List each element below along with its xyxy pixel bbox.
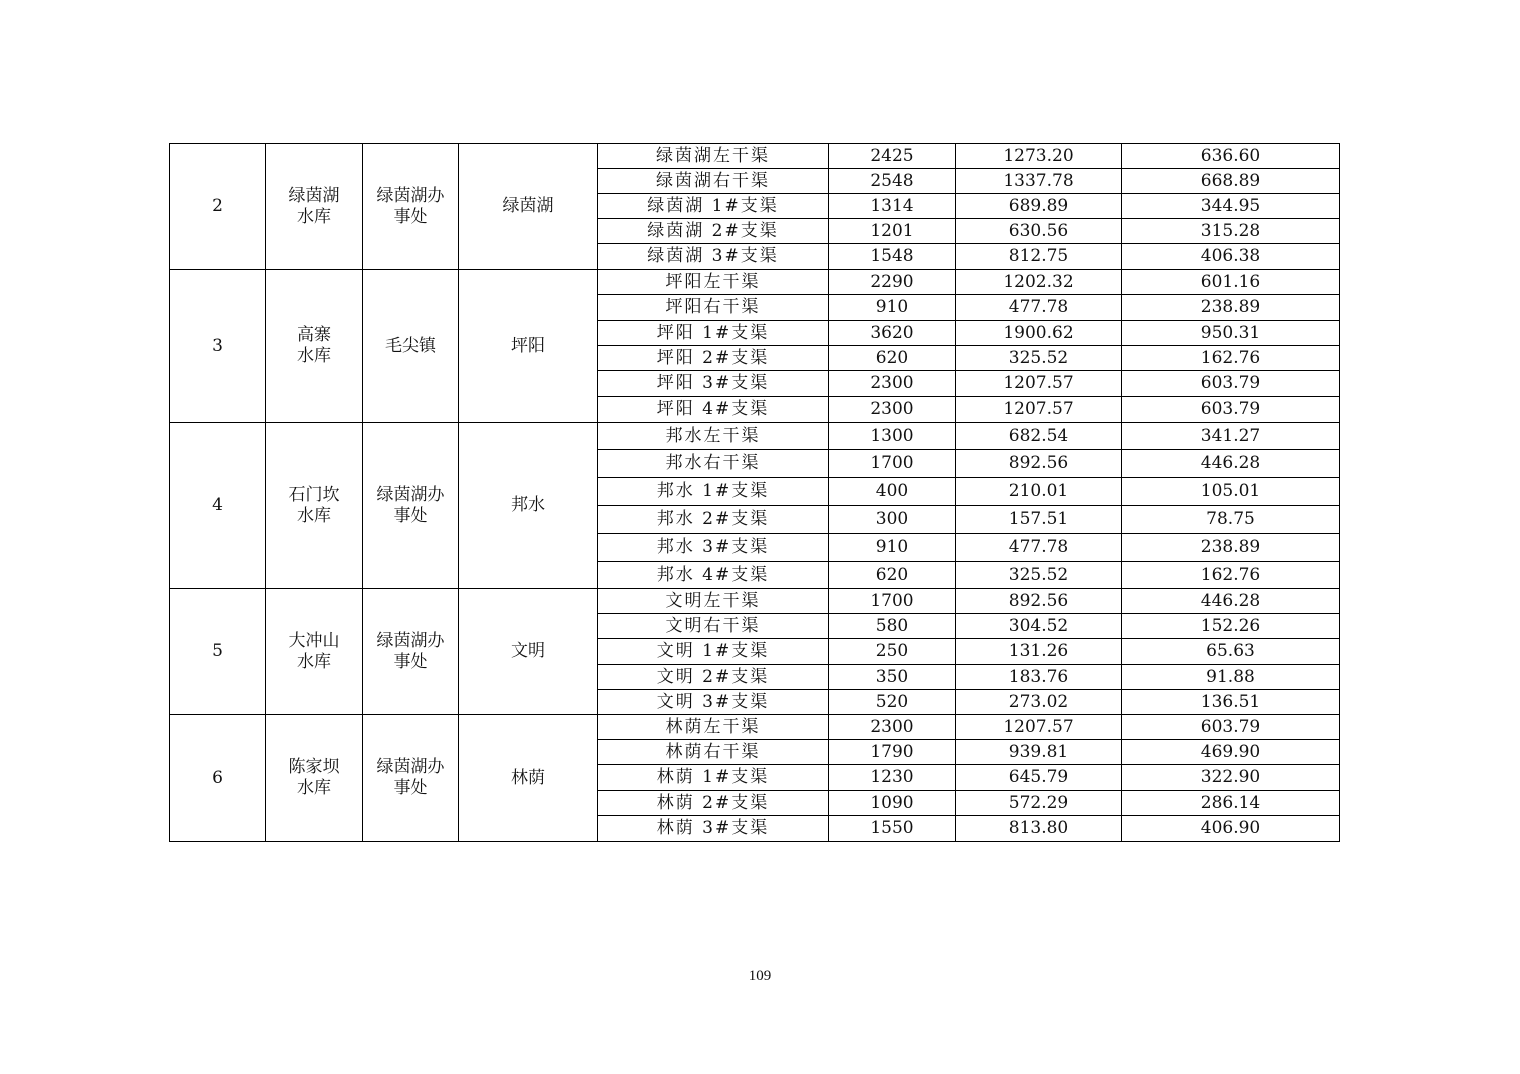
subvalue-cell: 322.90 [1122, 765, 1340, 791]
canal-name-cell: 文明右干渠 [598, 614, 829, 639]
canal-name-cell: 邦水 4#支渠 [598, 562, 829, 589]
canal-name-cell: 邦水左干渠 [598, 423, 829, 450]
length-cell: 1700 [829, 450, 956, 478]
value-cell: 1207.57 [956, 397, 1122, 423]
subvalue-cell: 78.75 [1122, 506, 1340, 534]
value-cell: 1207.57 [956, 715, 1122, 740]
area-cell: 林荫 [459, 715, 598, 842]
canal-name-cell: 林荫 3#支渠 [598, 816, 829, 842]
length-cell: 620 [829, 346, 956, 371]
reservoir-text-line: 水库 [297, 505, 331, 526]
table-row [170, 144, 1340, 169]
table-row [170, 270, 1340, 295]
reservoir-text-line: 水库 [297, 651, 331, 672]
value-cell: 157.51 [956, 506, 1122, 534]
table-row [170, 715, 1340, 740]
unit-text-line: 事处 [393, 778, 428, 798]
unit-text-line: 毛尖镇 [385, 335, 436, 356]
unit-text-line: 绿茵湖办 [376, 185, 445, 206]
subvalue-cell: 91.88 [1122, 665, 1340, 690]
value-cell: 210.01 [956, 478, 1122, 506]
reservoir-text-line: 石门坎 [288, 484, 340, 505]
value-cell: 892.56 [956, 450, 1122, 478]
subvalue-cell: 406.90 [1122, 816, 1340, 842]
subvalue-cell: 105.01 [1122, 478, 1340, 506]
subvalue-cell: 238.89 [1122, 534, 1340, 562]
value-cell: 273.02 [956, 690, 1122, 715]
unit-cell [363, 589, 459, 715]
value-cell: 812.75 [956, 244, 1122, 270]
subvalue-cell: 136.51 [1122, 690, 1340, 715]
subvalue-cell: 162.76 [1122, 346, 1340, 371]
length-cell: 2300 [829, 371, 956, 397]
length-cell: 520 [829, 690, 956, 715]
unit-cell [363, 144, 459, 270]
value-cell: 325.52 [956, 346, 1122, 371]
subvalue-cell: 152.26 [1122, 614, 1340, 639]
reservoir-text-line: 水库 [297, 346, 331, 366]
value-cell: 1900.62 [956, 321, 1122, 346]
subvalue-cell: 344.95 [1122, 194, 1340, 219]
length-cell: 400 [829, 478, 956, 506]
group-number-cell: 3 [170, 270, 266, 423]
length-cell: 250 [829, 639, 956, 665]
reservoir-text-line: 高寨 [297, 325, 331, 345]
group-number-cell: 4 [170, 423, 266, 589]
canal-name-cell: 林荫左干渠 [598, 715, 829, 740]
subvalue-cell: 603.79 [1122, 715, 1340, 740]
canal-name-cell: 绿茵湖 1#支渠 [598, 194, 829, 219]
value-cell: 1337.78 [956, 169, 1122, 194]
length-cell: 1700 [829, 589, 956, 614]
canal-table [169, 143, 1340, 842]
length-cell: 1550 [829, 816, 956, 842]
length-cell: 1548 [829, 244, 956, 270]
value-cell: 325.52 [956, 562, 1122, 589]
unit-text-line: 绿茵湖办 [376, 630, 445, 651]
reservoir-text-line: 绿茵湖 [288, 185, 340, 206]
value-cell: 1273.20 [956, 144, 1122, 169]
canal-name-cell: 绿茵湖 2#支渠 [598, 219, 829, 244]
canal-name-cell: 林荫右干渠 [598, 740, 829, 765]
subvalue-cell: 469.90 [1122, 740, 1340, 765]
canal-name-cell: 坪阳 1#支渠 [598, 321, 829, 346]
subvalue-cell: 286.14 [1122, 791, 1340, 816]
length-cell: 1790 [829, 740, 956, 765]
unit-text-line: 事处 [393, 206, 428, 227]
unit-cell [363, 715, 459, 842]
table-body [170, 144, 1340, 842]
value-cell: 813.80 [956, 816, 1122, 842]
length-cell: 350 [829, 665, 956, 690]
length-cell: 1230 [829, 765, 956, 791]
reservoir-text-line: 水库 [297, 778, 331, 798]
canal-name-cell: 坪阳右干渠 [598, 295, 829, 321]
value-cell: 630.56 [956, 219, 1122, 244]
reservoir-cell [266, 589, 363, 715]
unit-cell [363, 423, 459, 589]
table-row [170, 589, 1340, 614]
canal-name-cell: 绿茵湖 3#支渠 [598, 244, 829, 270]
value-cell: 477.78 [956, 295, 1122, 321]
canal-name-cell: 邦水 1#支渠 [598, 478, 829, 506]
length-cell: 1201 [829, 219, 956, 244]
value-cell: 689.89 [956, 194, 1122, 219]
canal-name-cell: 坪阳 2#支渠 [598, 346, 829, 371]
length-cell: 2548 [829, 169, 956, 194]
value-cell: 477.78 [956, 534, 1122, 562]
reservoir-cell [266, 144, 363, 270]
canal-name-cell: 绿茵湖左干渠 [598, 144, 829, 169]
subvalue-cell: 406.38 [1122, 244, 1340, 270]
subvalue-cell: 315.28 [1122, 219, 1340, 244]
area-cell: 邦水 [459, 423, 598, 589]
group-number-cell: 2 [170, 144, 266, 270]
canal-name-cell: 邦水 2#支渠 [598, 506, 829, 534]
subvalue-cell: 446.28 [1122, 589, 1340, 614]
subvalue-cell: 668.89 [1122, 169, 1340, 194]
reservoir-text-line: 陈家坝 [288, 757, 340, 777]
unit-cell [363, 270, 459, 423]
subvalue-cell: 446.28 [1122, 450, 1340, 478]
length-cell: 2300 [829, 397, 956, 423]
value-cell: 939.81 [956, 740, 1122, 765]
canal-name-cell: 坪阳左干渠 [598, 270, 829, 295]
length-cell: 1090 [829, 791, 956, 816]
canal-name-cell: 文明 2#支渠 [598, 665, 829, 690]
canal-name-cell: 林荫 1#支渠 [598, 765, 829, 791]
length-cell: 300 [829, 506, 956, 534]
length-cell: 3620 [829, 321, 956, 346]
subvalue-cell: 603.79 [1122, 371, 1340, 397]
canal-name-cell: 坪阳 3#支渠 [598, 371, 829, 397]
length-cell: 1300 [829, 423, 956, 450]
canal-name-cell: 文明 3#支渠 [598, 690, 829, 715]
length-cell: 1314 [829, 194, 956, 219]
subvalue-cell: 601.16 [1122, 270, 1340, 295]
subvalue-cell: 341.27 [1122, 423, 1340, 450]
canal-name-cell: 文明左干渠 [598, 589, 829, 614]
area-cell: 坪阳 [459, 270, 598, 423]
unit-text-line: 事处 [393, 651, 428, 672]
length-cell: 910 [829, 534, 956, 562]
value-cell: 1202.32 [956, 270, 1122, 295]
value-cell: 183.76 [956, 665, 1122, 690]
unit-text-line: 绿茵湖办 [376, 484, 445, 505]
value-cell: 645.79 [956, 765, 1122, 791]
value-cell: 572.29 [956, 791, 1122, 816]
group-number-cell: 6 [170, 715, 266, 842]
page-number: 109 [748, 968, 772, 984]
value-cell: 304.52 [956, 614, 1122, 639]
canal-name-cell: 文明 1#支渠 [598, 639, 829, 665]
length-cell: 2290 [829, 270, 956, 295]
table-row [170, 423, 1340, 450]
unit-text-line: 事处 [393, 505, 428, 526]
canal-name-cell: 邦水右干渠 [598, 450, 829, 478]
reservoir-cell [266, 423, 363, 589]
subvalue-cell: 636.60 [1122, 144, 1340, 169]
length-cell: 580 [829, 614, 956, 639]
reservoir-text-line: 水库 [297, 206, 331, 227]
value-cell: 1207.57 [956, 371, 1122, 397]
area-cell: 文明 [459, 589, 598, 715]
subvalue-cell: 950.31 [1122, 321, 1340, 346]
length-cell: 2425 [829, 144, 956, 169]
unit-text-line: 绿茵湖办 [376, 757, 445, 777]
value-cell: 682.54 [956, 423, 1122, 450]
length-cell: 620 [829, 562, 956, 589]
canal-name-cell: 邦水 3#支渠 [598, 534, 829, 562]
subvalue-cell: 65.63 [1122, 639, 1340, 665]
reservoir-text-line: 大冲山 [288, 630, 340, 651]
subvalue-cell: 238.89 [1122, 295, 1340, 321]
canal-name-cell: 绿茵湖右干渠 [598, 169, 829, 194]
canal-name-cell: 林荫 2#支渠 [598, 791, 829, 816]
canal-name-cell: 坪阳 4#支渠 [598, 397, 829, 423]
reservoir-cell [266, 715, 363, 842]
value-cell: 131.26 [956, 639, 1122, 665]
subvalue-cell: 603.79 [1122, 397, 1340, 423]
group-number-cell: 5 [170, 589, 266, 715]
reservoir-cell [266, 270, 363, 423]
subvalue-cell: 162.76 [1122, 562, 1340, 589]
length-cell: 910 [829, 295, 956, 321]
length-cell: 2300 [829, 715, 956, 740]
area-cell: 绿茵湖 [459, 144, 598, 270]
value-cell: 892.56 [956, 589, 1122, 614]
